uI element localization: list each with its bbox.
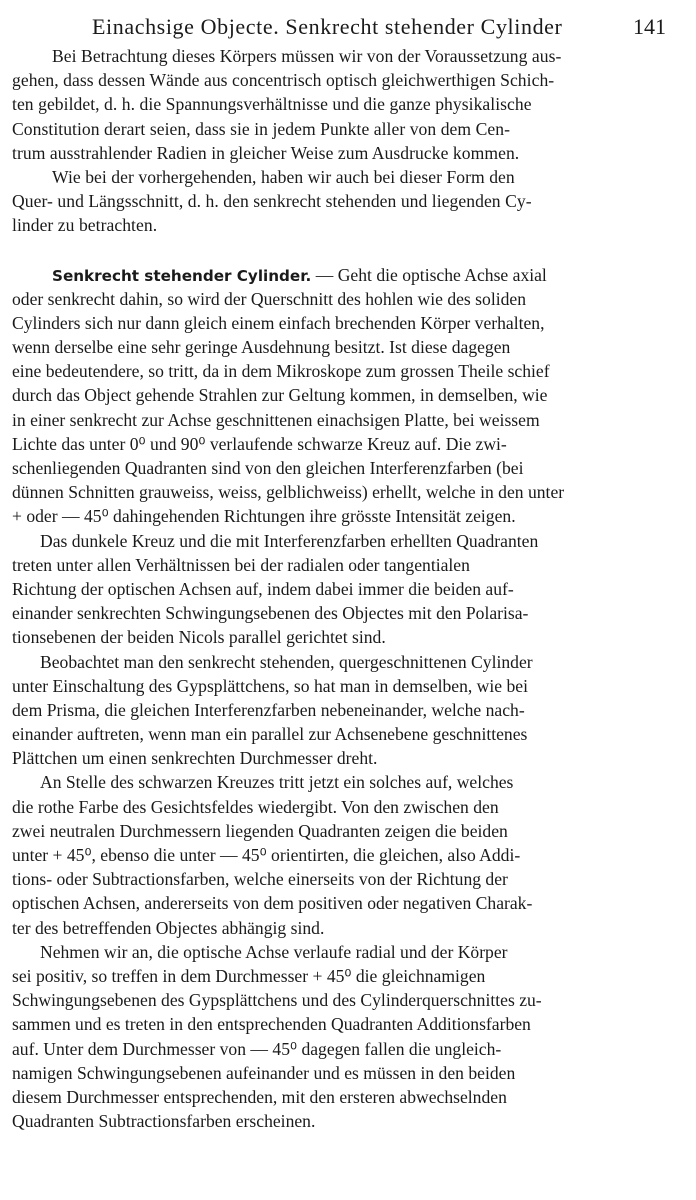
text-line: sei positiv, so treffen in dem Durchmesser + 45⁰ die gleichnamigen <box>12 965 486 986</box>
section-paragraph-2 <box>12 529 680 650</box>
text-line: dem Prisma, die gleichen Interferenzfarben nebeneinander, welche nach- <box>12 699 525 720</box>
text-line: auf. Unter dem Durchmesser von — 45⁰ dagegen fallen die ungleich- <box>12 1038 502 1059</box>
text-line: + oder — 45⁰ dahingehenden Richtungen ihre grösste Intensität zeigen. <box>12 506 516 527</box>
text-line: tions- oder Subtractionsfarben, welche einerseits von der Richtung der <box>12 869 508 890</box>
text-line: oder senkrecht dahin, so wird der Querschnitt des hohlen wie des soliden <box>12 288 526 309</box>
text-line: dünnen Schnitten grauweiss, weiss, gelblichweiss) erhellt, welche in den unter <box>12 482 565 503</box>
text-line: einander senkrechten Schwingungsebenen des Objectes mit den Polarisa- <box>12 603 529 624</box>
text-line: ten gebildet, d. h. die Spannungsverhältnisse und die ganze physikalische <box>12 94 532 115</box>
section-paragraph-3 <box>12 650 680 771</box>
page-header <box>12 10 680 40</box>
text-line: tionsebenen der beiden Nicols parallel gerichtet sind. <box>12 627 386 648</box>
section-paragraph-4 <box>12 770 680 939</box>
text-line: Senkrecht stehender Cylinder. — Geht die optische Achse axial <box>52 264 547 285</box>
text-line: namigen Schwingungsebenen aufeinander und es müssen in den beiden <box>12 1062 516 1083</box>
text-line: unter + 45⁰, ebenso die unter — 45⁰ orientirten, die gleichen, also Addi- <box>12 845 521 865</box>
text-line: Quadranten Subtractionsfarben erscheinen. <box>12 1111 316 1132</box>
text-line: sammen und es treten in den entsprechenden Quadranten Additionsfarben <box>12 1014 531 1035</box>
text-line: Nehmen wir an, die optische Achse verlaufe radial und der Körper <box>40 941 508 962</box>
intro-paragraph-2 <box>12 165 680 238</box>
section-paragraph-1 <box>12 263 680 529</box>
section-paragraph-5 <box>12 940 680 1134</box>
text-line: Wie bei der vorhergehenden, haben wir auch bei dieser Form den <box>52 166 515 187</box>
text-line: linder zu betrachten. <box>12 215 158 236</box>
text-line: Schwingungsebenen des Gypsplättchens und des Cylinderquerschnittes zu- <box>12 990 542 1011</box>
text-line: zwei neutralen Durchmessern liegenden Quadranten zeigen die beiden <box>12 820 508 841</box>
page-number: 141 <box>633 14 666 39</box>
text-line: Lichte das unter 0⁰ und 90⁰ verlaufende schwarze Kreuz auf. Die zwi- <box>12 433 507 454</box>
text-line: wenn derselbe eine sehr geringe Ausdehnung besitzt. Ist diese dagegen <box>12 337 511 358</box>
text-line: einander auftreten, wenn man ein parallel zur Achsenebene geschnittenes <box>12 724 528 745</box>
text-line: eine bedeutendere, so tritt, da in dem Mikroskope zum grossen Theile schief <box>12 361 550 382</box>
text-line: Das dunkele Kreuz und die mit Interferenzfarben erhellten Quadranten <box>40 530 539 551</box>
text-line: ter des betreffenden Objectes abhängig sind. <box>12 917 325 938</box>
text-line: Bei Betrachtung dieses Körpers müssen wir von der Voraussetzung aus- <box>52 46 562 66</box>
text-line: An Stelle des schwarzen Kreuzes tritt jetzt ein solches auf, welches <box>40 772 514 793</box>
text-line: in einer senkrecht zur Achse geschnittenen einachsigen Platte, bei weissem <box>12 409 540 430</box>
text-line: trum ausstrahlender Radien in gleicher Weise zum Ausdrucke kommen. <box>12 142 520 163</box>
text-line: Plättchen um einen senkrechten Durchmesser dreht. <box>12 748 378 769</box>
text-line: treten unter allen Verhältnissen bei der radialen oder tangentialen <box>12 554 470 575</box>
text-line: schenliegenden Quadranten sind von den gleichen Interferenzfarben (bei <box>12 458 524 478</box>
text-line: die rothe Farbe des Gesichtsfeldes wiedergibt. Von den zwischen den <box>12 796 499 817</box>
section-title: Senkrecht stehender Cylinder. <box>52 266 312 285</box>
text-line: Richtung der optischen Achsen auf, indem dabei immer die beiden auf- <box>12 578 514 599</box>
text-line: optischen Achsen, andererseits von dem positiven oder negativen Charak- <box>12 893 533 914</box>
text-line: durch das Object gehende Strahlen zur Geltung kommen, in demselben, wie <box>12 385 548 406</box>
text-line: Cylinders sich nur dann gleich einem einfach brechenden Körper verhalten, <box>12 312 545 333</box>
intro-paragraph-1 <box>12 44 680 165</box>
text-line: unter Einschaltung des Gypsplättchens, so hat man in demselben, wie bei <box>12 675 528 696</box>
text-line: diesem Durchmesser entsprechenden, mit den ersteren abwechselnden <box>12 1086 507 1107</box>
text-line: Constitution derart seien, dass sie in jedem Punkte aller von dem Cen- <box>12 118 510 139</box>
running-head: Einachsige Objecte. Senkrecht stehender Cylinder <box>92 14 563 39</box>
text-line: gehen, dass dessen Wände aus concentrisch optisch gleichwerthigen Schich- <box>12 70 555 91</box>
text-line: Quer- und Längsschnitt, d. h. den senkrecht stehenden und liegenden Cy- <box>12 191 532 212</box>
text-line: Beobachtet man den senkrecht stehenden, quergeschnittenen Cylinder <box>40 651 533 672</box>
section-spacer <box>12 238 680 263</box>
